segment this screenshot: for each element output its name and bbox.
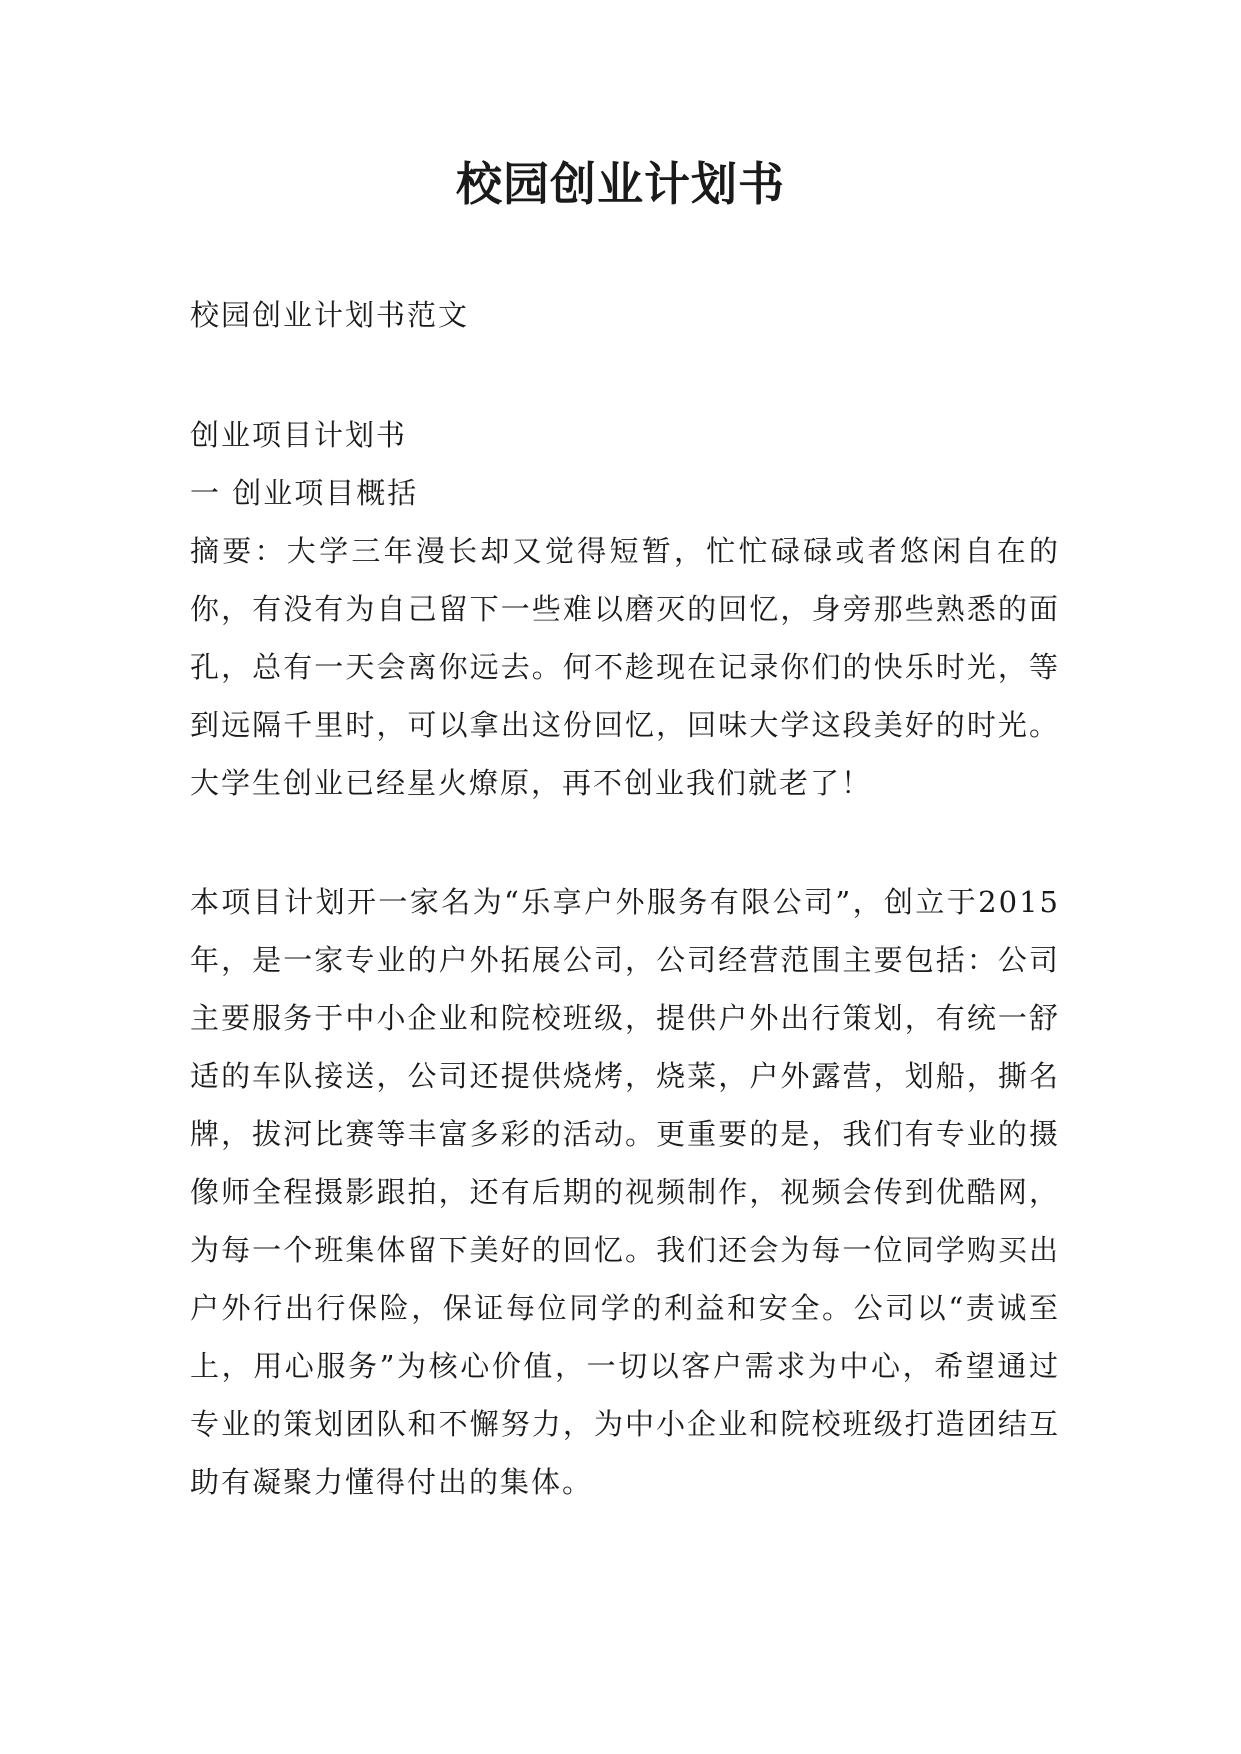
section-label: 创业项目计划书 bbox=[190, 418, 408, 452]
paragraph-project: 本项目计划开一家名为“乐享户外服务有限公司”，创立于2015年，是一家专业的户外拓展公司，公司经营范围主要包括：公司主要服务于中小企业和院校班级，提供户外出行策划，有统一舒适的车队接送，公司还提供烧烤，烧菜，户外露营，划船，撕名牌，拔河比赛等丰富多彩的活动。更重要的是，我们有专业的摄像师全程摄影跟拍，还有后期的视频制作，视频会传到优酷网，为每一个班集体留下美好的回忆。我们还会为每一位同学购买出户外行出行保险，保证每位同学的利益和安全。公司以“责诚至上，用心服务”为核心价值，一切以客户需求为中心，希望通过专业的策划团队和不懈努力，为中小企业和院校班级打造团结互助有凝聚力懂得付出的集体。 bbox=[190, 885, 1060, 1499]
section-heading: 一 创业项目概括 bbox=[190, 476, 419, 510]
document-title: 校园创业计划书 bbox=[456, 157, 785, 211]
document-subtitle: 校园创业计划书范文 bbox=[190, 298, 470, 332]
paragraph-abstract: 摘要：大学三年漫长却又觉得短暂，忙忙碌碌或者悠闲自在的你，有没有为自己留下一些难以磨灭的回忆，身旁那些熟悉的面孔，总有一天会离你远去。何不趁现在记录你们的快乐时光，等到远隔千里时，可以拿出这份回忆，回味大学这段美好的时光。大学生创业已经星火燎原，再不创业我们就老了！ bbox=[190, 534, 1060, 800]
